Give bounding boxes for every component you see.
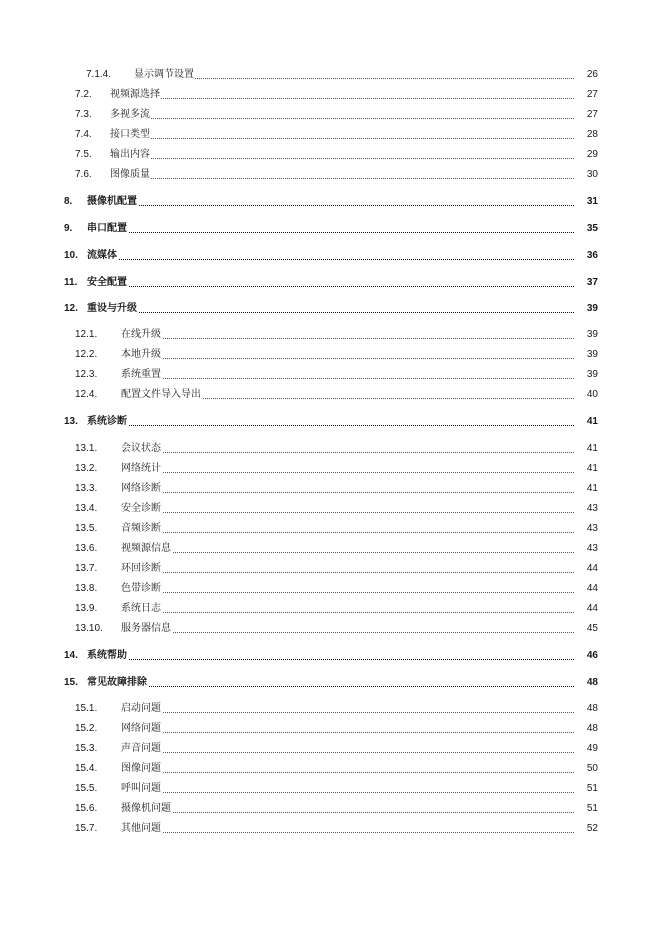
toc-entry-number: 13.1. (75, 443, 98, 454)
toc-entry[interactable] (0, 462, 662, 476)
toc-dot-leader (121, 592, 598, 593)
toc-entry-page: 26 (574, 68, 598, 82)
toc-entry-number: 12.2. (75, 349, 98, 360)
toc-dot-leader (121, 752, 598, 753)
toc-entry-page: 39 (574, 348, 598, 362)
toc-entry-page: 43 (574, 542, 598, 556)
toc-entry[interactable] (0, 762, 662, 776)
toc-entry-title: 网络问题 (121, 723, 161, 734)
toc-entry-number: 13.6. (75, 543, 98, 554)
toc-entry[interactable] (0, 702, 662, 716)
toc-entry-number: 15.2. (75, 723, 98, 734)
toc-dot-leader (87, 205, 598, 206)
toc-dot-leader (110, 158, 598, 159)
toc-entry-number: 15.5. (75, 783, 98, 794)
toc-entry[interactable] (0, 502, 662, 516)
toc-dot-leader (87, 659, 598, 660)
toc-entry[interactable] (0, 822, 662, 836)
toc-entry-page: 50 (574, 762, 598, 776)
toc-entry[interactable] (0, 168, 662, 182)
toc-entry-page: 36 (574, 249, 598, 263)
toc-entry-number: 13.7. (75, 563, 98, 574)
toc-dot-leader (87, 232, 598, 233)
toc-entry-page: 43 (574, 502, 598, 516)
toc-dot-leader (110, 98, 598, 99)
toc-entry-page: 30 (574, 168, 598, 182)
toc-entry-number: 15.6. (75, 803, 98, 814)
toc-entry-number: 15.3. (75, 743, 98, 754)
toc-entry[interactable] (0, 802, 662, 816)
toc-entry-number: 15.1. (75, 703, 98, 714)
toc-entry-page: 41 (574, 482, 598, 496)
toc-entry-title: 系统诊断 (87, 416, 127, 427)
toc-dot-leader (121, 732, 598, 733)
toc-dot-leader (110, 178, 598, 179)
toc-entry-title: 视频源选择 (110, 89, 160, 100)
toc-dot-leader (121, 452, 598, 453)
toc-entry-page: 37 (574, 276, 598, 290)
toc-entry-page: 29 (574, 148, 598, 162)
toc-entry-title: 本地升级 (121, 349, 161, 360)
toc-entry-page: 39 (574, 328, 598, 342)
toc-entry-page: 35 (574, 222, 598, 236)
toc-entry-number: 7.3. (75, 109, 92, 120)
toc-dot-leader (121, 572, 598, 573)
toc-dot-leader (134, 78, 598, 79)
toc-entry-title: 接口类型 (110, 129, 150, 140)
toc-dot-leader (121, 532, 598, 533)
toc-entry-title: 图像问题 (121, 763, 161, 774)
toc-entry-number: 13.5. (75, 523, 98, 534)
toc-entry-number: 13.9. (75, 603, 98, 614)
toc-dot-leader (121, 612, 598, 613)
toc-entry[interactable] (0, 442, 662, 456)
toc-entry-page: 49 (574, 742, 598, 756)
toc-entry-page: 51 (574, 802, 598, 816)
toc-entry-title: 输出内容 (110, 149, 150, 160)
toc-entry-title: 会议状态 (121, 443, 161, 454)
toc-entry-page: 51 (574, 782, 598, 796)
toc-entry[interactable] (0, 742, 662, 756)
toc-entry[interactable] (0, 582, 662, 596)
toc-entry-title: 网络诊断 (121, 483, 161, 494)
toc-dot-leader (110, 138, 598, 139)
toc-entry[interactable] (0, 148, 662, 162)
toc-entry-number: 7.4. (75, 129, 92, 140)
toc-entry-page: 28 (574, 128, 598, 142)
toc-entry-number: 13.3. (75, 483, 98, 494)
toc-entry-title: 摄像机问题 (121, 803, 171, 814)
toc-entry[interactable] (0, 249, 662, 263)
toc-entry-page: 27 (574, 108, 598, 122)
toc-entry-title: 系统重置 (121, 369, 161, 380)
toc-entry[interactable] (0, 622, 662, 636)
toc-entry-page: 41 (574, 415, 598, 429)
toc-entry-title: 显示调节设置 (134, 69, 194, 80)
toc-entry[interactable] (0, 128, 662, 142)
toc-entry-title: 系统日志 (121, 603, 161, 614)
toc-entry[interactable] (0, 676, 662, 690)
toc-entry-number: 15. (64, 677, 78, 688)
toc-entry-page: 48 (574, 702, 598, 716)
toc-entry[interactable] (0, 782, 662, 796)
toc-entry-page: 48 (574, 676, 598, 690)
toc-entry-page: 27 (574, 88, 598, 102)
toc-entry-page: 44 (574, 562, 598, 576)
toc-entry-number: 10. (64, 250, 78, 261)
toc-entry-title: 启动问题 (121, 703, 161, 714)
toc-entry[interactable] (0, 88, 662, 102)
toc-dot-leader (121, 358, 598, 359)
toc-entry-page: 43 (574, 522, 598, 536)
toc-entry-number: 14. (64, 650, 78, 661)
toc-entry-title: 常见故障排除 (87, 677, 147, 688)
toc-dot-leader (121, 378, 598, 379)
toc-entry-title: 串口配置 (87, 223, 127, 234)
toc-dot-leader (121, 338, 598, 339)
toc-entry-title: 在线升级 (121, 329, 161, 340)
toc-entry-title: 配置文件导入导出 (121, 389, 201, 400)
toc-entry-page: 44 (574, 602, 598, 616)
toc-entry-number: 15.4. (75, 763, 98, 774)
toc-entry-number: 9. (64, 223, 73, 234)
toc-entry-title: 其他问题 (121, 823, 161, 834)
toc-entry[interactable] (0, 562, 662, 576)
toc-entry[interactable] (0, 68, 662, 82)
toc-dot-leader (121, 832, 598, 833)
toc-entry-number: 15.7. (75, 823, 98, 834)
toc-entry-title: 摄像机配置 (87, 196, 137, 207)
toc-entry-title: 声音问题 (121, 743, 161, 754)
toc-dot-leader (121, 492, 598, 493)
toc-entry-page: 41 (574, 442, 598, 456)
toc-dot-leader (121, 472, 598, 473)
toc-entry-number: 13.4. (75, 503, 98, 514)
toc-entry[interactable] (0, 415, 662, 429)
toc-dot-leader (87, 686, 598, 687)
toc-entry-number: 8. (64, 196, 73, 207)
toc-entry-page: 39 (574, 302, 598, 316)
toc-entry[interactable] (0, 388, 662, 402)
toc-entry-page: 46 (574, 649, 598, 663)
toc-entry-title: 视频源信息 (121, 543, 171, 554)
toc-entry-title: 流媒体 (87, 250, 117, 261)
toc-dot-leader (110, 118, 598, 119)
toc-entry[interactable] (0, 348, 662, 362)
toc-entry-number: 11. (64, 277, 78, 288)
toc-entry-page: 44 (574, 582, 598, 596)
toc-entry[interactable] (0, 542, 662, 556)
toc-entry-title: 安全诊断 (121, 503, 161, 514)
toc-entry-number: 13.8. (75, 583, 98, 594)
toc-entry-number: 13.10. (75, 623, 103, 634)
toc-entry-title: 服务器信息 (121, 623, 171, 634)
toc-dot-leader (121, 552, 598, 553)
toc-entry-number: 12. (64, 303, 78, 314)
toc-entry-page: 52 (574, 822, 598, 836)
toc-entry-title: 环回诊断 (121, 563, 161, 574)
toc-dot-leader (121, 812, 598, 813)
toc-entry-page: 40 (574, 388, 598, 402)
toc-entry-title: 系统帮助 (87, 650, 127, 661)
toc-entry-page: 41 (574, 462, 598, 476)
toc-dot-leader (87, 425, 598, 426)
toc-entry[interactable] (0, 368, 662, 382)
toc-entry[interactable] (0, 602, 662, 616)
toc-dot-leader (87, 312, 598, 313)
toc-dot-leader (121, 712, 598, 713)
toc-entry[interactable] (0, 482, 662, 496)
toc-entry-page: 39 (574, 368, 598, 382)
toc-entry-number: 7.6. (75, 169, 92, 180)
toc-entry-number: 13.2. (75, 463, 98, 474)
toc-entry-page: 45 (574, 622, 598, 636)
toc-entry-title: 图像质量 (110, 169, 150, 180)
toc-entry[interactable] (0, 108, 662, 122)
toc-entry-number: 12.3. (75, 369, 98, 380)
toc-entry[interactable] (0, 302, 662, 316)
toc-entry[interactable] (0, 522, 662, 536)
toc-entry-page: 31 (574, 195, 598, 209)
toc-entry-number: 13. (64, 416, 78, 427)
toc-entry-number: 7.5. (75, 149, 92, 160)
toc-dot-leader (87, 286, 598, 287)
toc-entry-title: 呼叫问题 (121, 783, 161, 794)
toc-entry[interactable] (0, 649, 662, 663)
toc-entry-number: 7.2. (75, 89, 92, 100)
toc-dot-leader (121, 792, 598, 793)
toc-entry-title: 色带诊断 (121, 583, 161, 594)
toc-entry-page: 48 (574, 722, 598, 736)
toc-entry-title: 多视多流 (110, 109, 150, 120)
toc-entry[interactable] (0, 222, 662, 236)
toc-entry[interactable] (0, 195, 662, 209)
toc-entry-title: 重设与升级 (87, 303, 137, 314)
toc-dot-leader (121, 632, 598, 633)
toc-entry-title: 网络统计 (121, 463, 161, 474)
toc-entry[interactable] (0, 276, 662, 290)
toc-entry[interactable] (0, 328, 662, 342)
toc-entry-number: 7.1.4. (86, 69, 112, 80)
toc-entry-title: 音频诊断 (121, 523, 161, 534)
toc-entry[interactable] (0, 722, 662, 736)
toc-entry-number: 12.1. (75, 329, 98, 340)
toc-dot-leader (121, 512, 598, 513)
toc-dot-leader (87, 259, 598, 260)
toc-entry-title: 安全配置 (87, 277, 127, 288)
toc-dot-leader (121, 772, 598, 773)
toc-entry-number: 12.4. (75, 389, 98, 400)
